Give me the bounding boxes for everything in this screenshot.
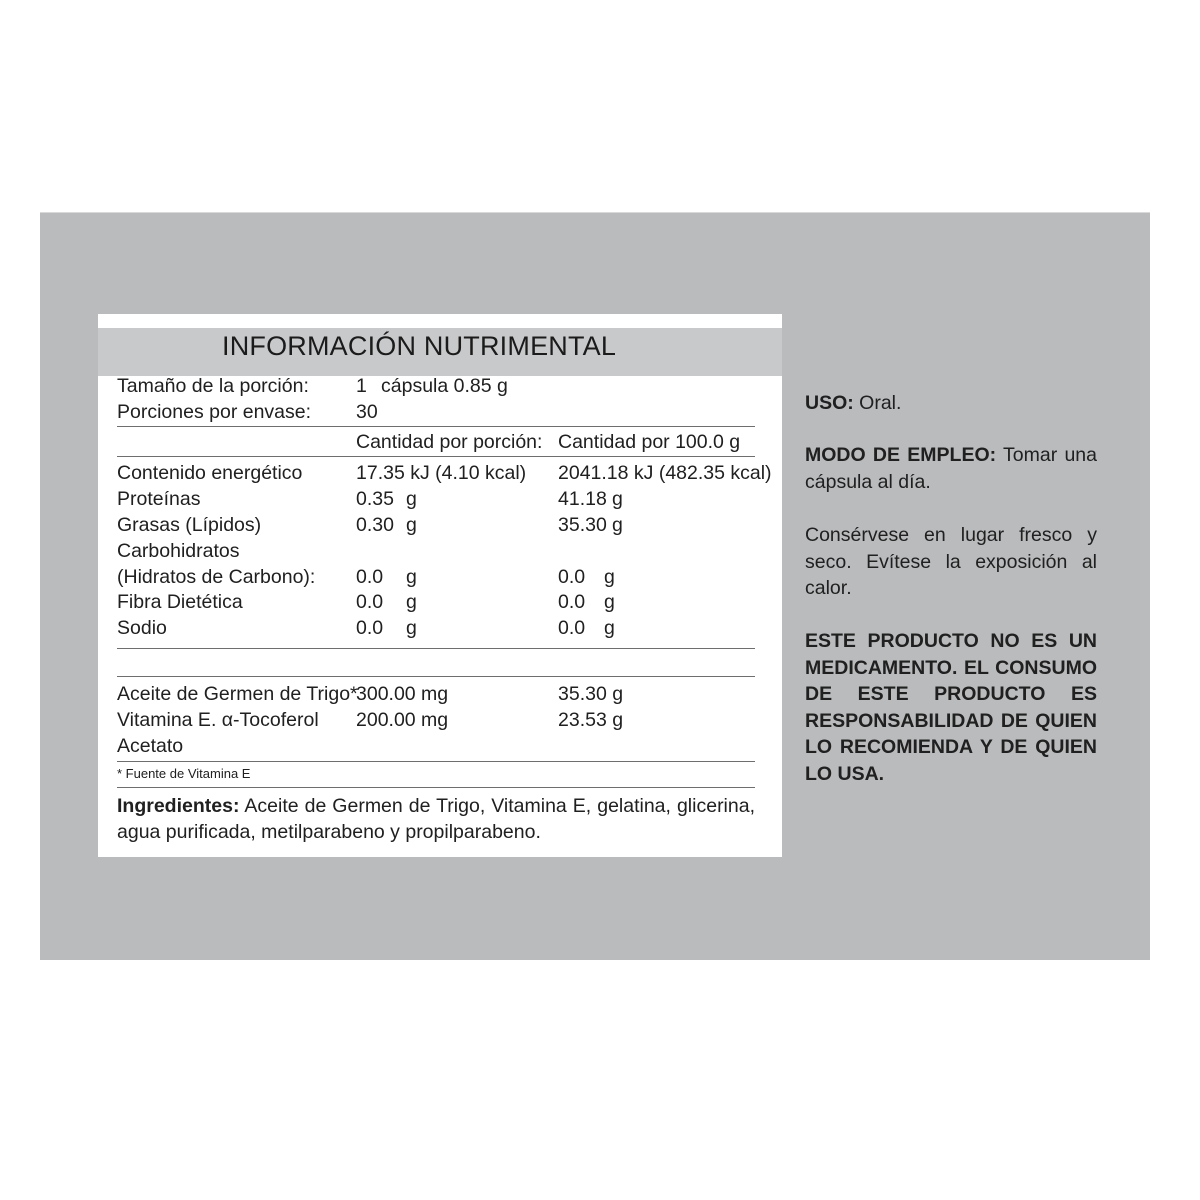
row-label: Sodio [117, 617, 167, 639]
divider [117, 787, 755, 788]
serving-size-label: Tamaño de la porción: [117, 375, 309, 397]
row-per-100g: 0.0 [558, 617, 586, 639]
divider [117, 456, 755, 457]
column-header-per-serving: Cantidad por porción: [356, 431, 543, 453]
column-header-per-100g: Cantidad por 100.0 g [558, 431, 741, 453]
row-per-serving: 17.35 kJ (4.10 kcal) [356, 462, 527, 484]
row-per-serving: 0.35 [356, 488, 394, 510]
row-label: Carbohidratos [117, 540, 240, 562]
extra-row-per-serving: 300.00 mg [356, 683, 449, 705]
footnote: * Fuente de Vitamina E [117, 766, 251, 781]
extra-row-per-100g: 35.30 g [558, 683, 624, 705]
row-per-100g: 2041.18 kJ (482.35 kcal) [558, 462, 772, 484]
ingredients-label: Ingredientes: [117, 795, 240, 817]
row-per-serving: 0.0 [356, 591, 384, 613]
row-per-serving: 0.0 [356, 617, 384, 639]
row-per-100g-unit: g [604, 591, 615, 613]
extra-row-label: Vitamina E. α-Tocoferol [117, 709, 319, 731]
extra-row-label: Acetato [117, 735, 184, 757]
directions-value: Tomar una cápsula al día. [805, 444, 1097, 493]
serving-size-unit: cápsula 0.85 g [381, 375, 508, 397]
row-per-100g: 35.30 [558, 514, 607, 536]
row-per-100g-unit: g [604, 617, 615, 639]
divider [117, 761, 755, 762]
usage-label: USO: [805, 392, 854, 414]
usage-value: Oral. [853, 392, 902, 414]
row-label: Fibra Dietética [117, 591, 243, 613]
storage-text: Consérvese en lugar fresco y seco. Evítese la exposición al calor. [805, 524, 1097, 599]
row-per-serving-unit: g [406, 617, 417, 639]
divider [117, 426, 755, 427]
servings-per-container-label: Porciones por envase: [117, 401, 312, 423]
row-label: (Hidratos de Carbono): [117, 566, 316, 588]
warning-text: ESTE PRODUCTO NO ES UN MEDICAMENTO. EL CONSUMO DE ESTE PRODUCTO ES RESPONSABILIDAD DE QUIEN LO RECOMIENDA Y DE QUIEN LO USA. [805, 630, 1097, 785]
row-per-serving-unit: g [406, 566, 417, 588]
row-per-serving-unit: g [406, 514, 417, 536]
row-per-100g-unit: g [612, 488, 623, 510]
directions-text [805, 442, 1097, 495]
servings-per-container-value: 30 [356, 401, 378, 423]
nutrition-facts-table [98, 314, 782, 857]
row-per-100g: 0.0 [558, 566, 586, 588]
row-per-100g: 0.0 [558, 591, 586, 613]
serving-size-qty: 1 [356, 375, 367, 397]
row-per-100g-unit: g [612, 514, 623, 536]
directions-label: MODO DE EMPLEO: [805, 444, 997, 466]
ingredients [117, 793, 755, 845]
row-label: Contenido energético [117, 462, 303, 484]
ingredients-text: Aceite de Germen de Trigo, Vitamina E, gelatina, glicerina, agua purificada, metilparabeno y propilparabeno. [117, 795, 755, 843]
extra-row-per-100g: 23.53 g [558, 709, 624, 731]
extra-row-per-serving: 200.00 mg [356, 709, 449, 731]
row-label: Proteínas [117, 488, 201, 510]
nutrition-title: INFORMACIÓN NUTRIMENTAL [222, 331, 617, 361]
divider [117, 676, 755, 677]
row-label: Grasas (Lípidos) [117, 514, 262, 536]
row-per-serving: 0.30 [356, 514, 394, 536]
row-per-serving: 0.0 [356, 566, 384, 588]
row-per-100g: 41.18 [558, 488, 607, 510]
divider [117, 648, 755, 649]
row-per-100g-unit: g [604, 566, 615, 588]
usage-text [805, 390, 1097, 417]
row-per-serving-unit: g [406, 591, 417, 613]
extra-row-label: Aceite de Germen de Trigo* [117, 683, 358, 705]
row-per-serving-unit: g [406, 488, 417, 510]
